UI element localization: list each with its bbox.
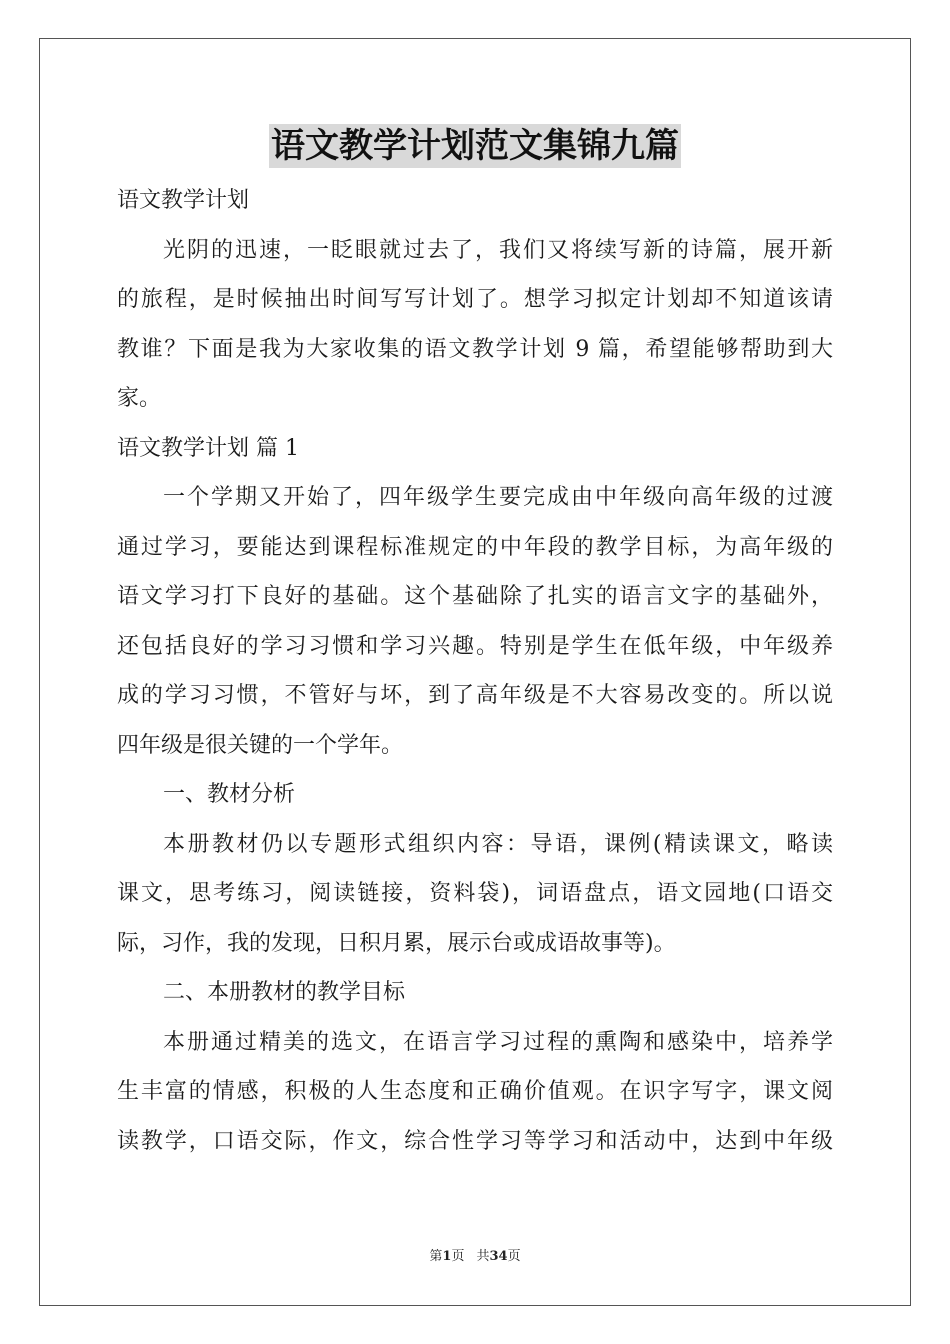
text-line-11: 成的学习习惯，不管好与坏，到了高年级是不大容易改变的。所以说	[117, 683, 833, 708]
subheading-teaching-goals: 二、本册教材的教学目标	[163, 980, 406, 1005]
text-line-7: 一个学期又开始了，四年级学生要完成由中年级向高年级的过渡	[163, 485, 833, 510]
text-line-9: 语文学习打下良好的基础。这个基础除了扎实的语言文字的基础外，	[117, 584, 833, 609]
text-line-4: 教谁？下面是我为大家收集的语文教学计划 9 篇，希望能够帮助到大	[117, 336, 833, 362]
subheading-textbook-analysis: 一、教材分析	[163, 782, 296, 807]
page-footer	[0, 1245, 950, 1264]
total-suffix: 页	[507, 1249, 521, 1264]
page-prefix: 第	[429, 1249, 443, 1264]
text-line-3: 的旅程，是时候抽出时间写写计划了。想学习拟定计划却不知道该请	[117, 287, 833, 312]
text-line-16: 际，习作，我的发现，日积月累，展示台或成语故事等)。	[117, 930, 676, 956]
section-heading: 语文教学计划 篇 1	[117, 435, 299, 461]
page-number: 1	[442, 1249, 452, 1264]
text-line-1: 语文教学计划	[117, 188, 250, 213]
text-line-2: 光阴的迅速，一眨眼就过去了，我们又将续写新的诗篇，展开新	[163, 237, 833, 263]
text-line-20: 读教学，口语交际，作文，综合性学习等学习和活动中，达到中年级	[117, 1128, 833, 1154]
text-line-8: 通过学习，要能达到课程标准规定的中年段的教学目标，为高年级的	[117, 534, 833, 560]
document-body	[117, 176, 833, 1166]
text-line-15: 课文，思考练习，阅读链接，资料袋)，词语盘点，语文园地(口语交	[117, 881, 833, 906]
text-line-14: 本册教材仍以专题形式组织内容：导语，课例(精读课文，略读	[163, 831, 833, 857]
text-line-5: 家。	[117, 386, 162, 411]
page-suffix: 页	[451, 1249, 465, 1264]
total-pages: 34	[489, 1249, 508, 1264]
text-line-18: 本册通过精美的选文，在语言学习过程的熏陶和感染中，培养学	[163, 1029, 833, 1055]
document-title: 语文教学计划范文集锦九篇	[271, 126, 679, 166]
title-container	[0, 124, 950, 168]
text-line-12: 四年级是很关键的一个学年。	[117, 732, 404, 758]
text-line-19: 生丰富的情感，积极的人生态度和正确价值观。在识字写字，课文阅	[117, 1079, 833, 1104]
total-prefix: 共	[476, 1249, 490, 1264]
text-line-10: 还包括良好的学习习惯和学习兴趣。特别是学生在低年级，中年级养	[117, 633, 833, 659]
